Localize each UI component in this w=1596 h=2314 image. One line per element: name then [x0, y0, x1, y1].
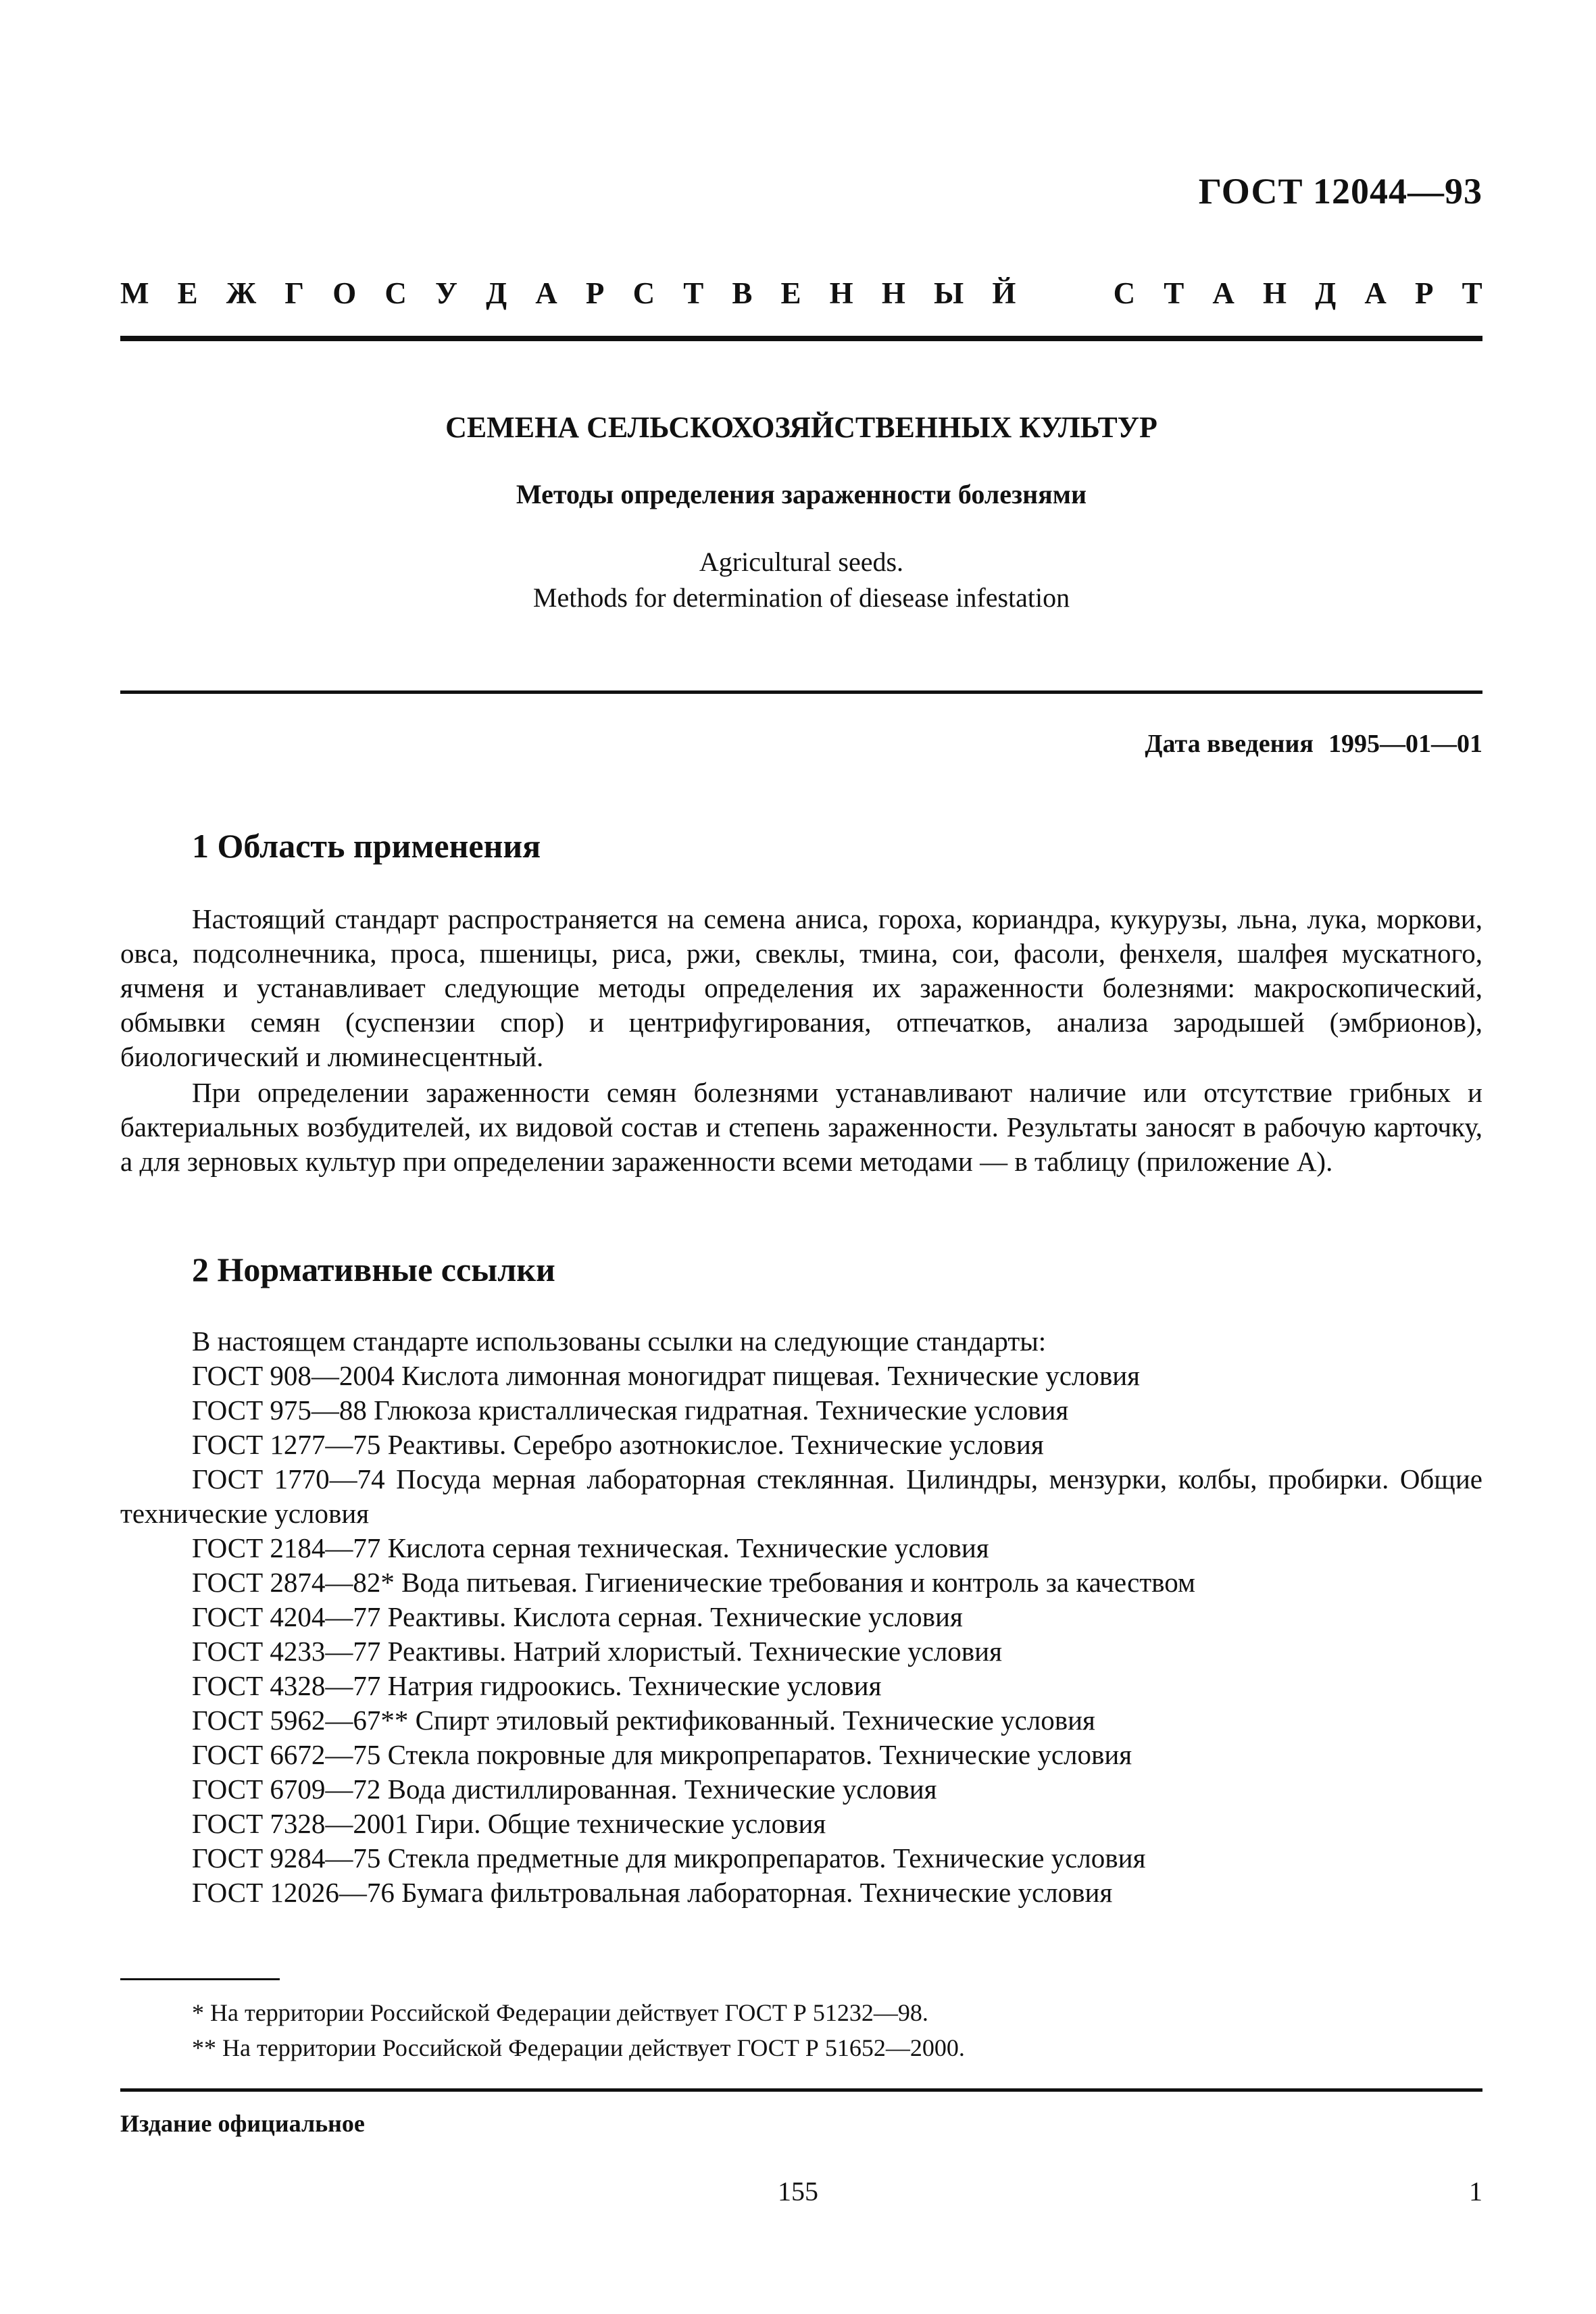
banner-letter: С [632, 276, 655, 310]
banner-letter: Н [1263, 276, 1287, 310]
footnote-separator [120, 1978, 280, 1980]
banner-letter: А [1212, 276, 1235, 310]
reference-item: ГОСТ 6709—72 Вода дистиллированная. Технические условия [192, 1774, 937, 1805]
banner-letter: Д [1315, 276, 1337, 310]
reference-item: ГОСТ 4233—77 Реактивы. Натрий хлористый. Технические условия [192, 1636, 1002, 1667]
banner-letter: Е [780, 276, 801, 310]
reference-item: ГОСТ 908—2004 Кислота лимонная моногидрат пищевая. Технические условия [192, 1360, 1141, 1391]
banner-letter: Ж [226, 276, 257, 310]
banner-letter: А [535, 276, 557, 310]
document-number: ГОСТ 12044—93 [1198, 171, 1482, 211]
reference-item: ГОСТ 1277—75 Реактивы. Серебро азотнокислое. Технические условия [192, 1429, 1044, 1460]
section-2-heading: 2 Нормативные ссылки [192, 1251, 555, 1288]
banner-letter: Т [1164, 276, 1184, 310]
banner-letter: Р [585, 276, 605, 310]
reference-item: ГОСТ 5962—67** Спирт этиловый ректификованный. Технические условия [192, 1705, 1095, 1736]
banner-letter: Е [177, 276, 198, 310]
page-number-center: 155 [778, 2176, 818, 2207]
introduction-date-label: Дата введения [1145, 730, 1314, 758]
banner-word-gap [1044, 278, 1084, 309]
introduction-date-value: 1995—01—01 [1328, 730, 1482, 758]
normative-references-list [120, 1324, 1482, 1910]
english-title [120, 544, 1482, 615]
banner-letter: Д [486, 276, 507, 310]
document-subtitle: Методы определения зараженности болезнями [516, 479, 1087, 509]
banner-letter: Й [992, 276, 1016, 310]
reference-item: ГОСТ 975—88 Глюкоза кристаллическая гидратная. Технические условия [192, 1394, 1069, 1426]
official-edition-label: Издание официальное [120, 2110, 365, 2137]
reference-item: ГОСТ 1770—74 Посуда мерная лабораторная стеклянная. Цилиндры, мензурки, колбы, пробирки. Общие технические условия [120, 1463, 1482, 1529]
document-title: СЕМЕНА СЕЛЬСКОХОЗЯЙСТВЕННЫХ КУЛЬТУР [445, 411, 1157, 444]
banner-letter: О [332, 276, 357, 310]
section-1-heading: 1 Область применения [192, 827, 541, 865]
english-title-line: Agricultural seeds. [699, 547, 904, 577]
footnotes [192, 1995, 965, 2065]
banner-letter: Р [1414, 276, 1434, 310]
reference-item: ГОСТ 4328—77 Натрия гидроокись. Технические условия [192, 1670, 882, 1701]
english-title-line: Methods for determination of diesease infestation [532, 582, 1070, 613]
reference-item: ГОСТ 6672—75 Стекла покровные для микропрепаратов. Технические условия [192, 1739, 1132, 1770]
banner-letter: С [1113, 276, 1136, 310]
banner-letter: В [732, 276, 753, 310]
page-number-right: 1 [1469, 2176, 1482, 2207]
banner-letter: Т [683, 276, 704, 310]
banner-letter: М [120, 276, 149, 310]
title-rule [120, 690, 1482, 694]
footnote: ** На территории Российской Федерации действует ГОСТ Р 51652—2000. [192, 2034, 965, 2061]
interstate-standard-banner [120, 278, 1482, 309]
reference-item: ГОСТ 2184—77 Кислота серная техническая. Технические условия [192, 1532, 989, 1563]
reference-item: ГОСТ 4204—77 Реактивы. Кислота серная. Технические условия [192, 1601, 963, 1632]
banner-letter: С [384, 276, 407, 310]
banner-letter: Г [284, 276, 305, 310]
reference-item: ГОСТ 2874—82* Вода питьевая. Гигиенические требования и контроль за качеством [192, 1567, 1195, 1598]
section-1-paragraph: При определении зараженности семян болезнями устанавливают наличие или отсутствие грибных и бактериальных возбудителей, их видовой состав и степень зараженности. Результаты заносят в рабочую карточку, а для зерновых культур при определении зараженности всеми методами — в таблицу (приложение А). [120, 1077, 1482, 1177]
header-rule [120, 336, 1482, 341]
banner-letter: Т [1462, 276, 1482, 310]
references-intro: В настоящем стандарте использованы ссылки на следующие стандарты: [192, 1326, 1047, 1357]
introduction-date [1145, 729, 1482, 759]
banner-letter: А [1364, 276, 1387, 310]
footer-rule [120, 2088, 1482, 2092]
banner-letter: У [435, 276, 458, 310]
reference-item: ГОСТ 12026—76 Бумага фильтровальная лабораторная. Технические условия [192, 1877, 1113, 1908]
banner-letter: Н [829, 276, 853, 310]
banner-letter: Н [881, 276, 905, 310]
section-1-paragraph: Настоящий стандарт распространяется на семена аниса, гороха, кориандра, кукурузы, льна, лука, моркови, овса, подсолнечника, проса, пшеницы, риса, ржи, свеклы, тмина, сои, фасоли, фенхеля, шалфея мускатного, ячменя и устанавливает следующие методы определения их зараженности болезнями: макроскопический, обмывки семян (суспензии спор) и центрифугирования, отпечатков, анализа зародышей (эмбрионов), биологический и люминесцентный. [120, 903, 1482, 1072]
footnote: * На территории Российской Федерации действует ГОСТ Р 51232—98. [192, 1999, 928, 2026]
reference-item: ГОСТ 7328—2001 Гири. Общие технические условия [192, 1808, 826, 1839]
reference-item: ГОСТ 9284—75 Стекла предметные для микропрепаратов. Технические условия [192, 1842, 1146, 1873]
banner-letter: Ы [933, 276, 964, 310]
